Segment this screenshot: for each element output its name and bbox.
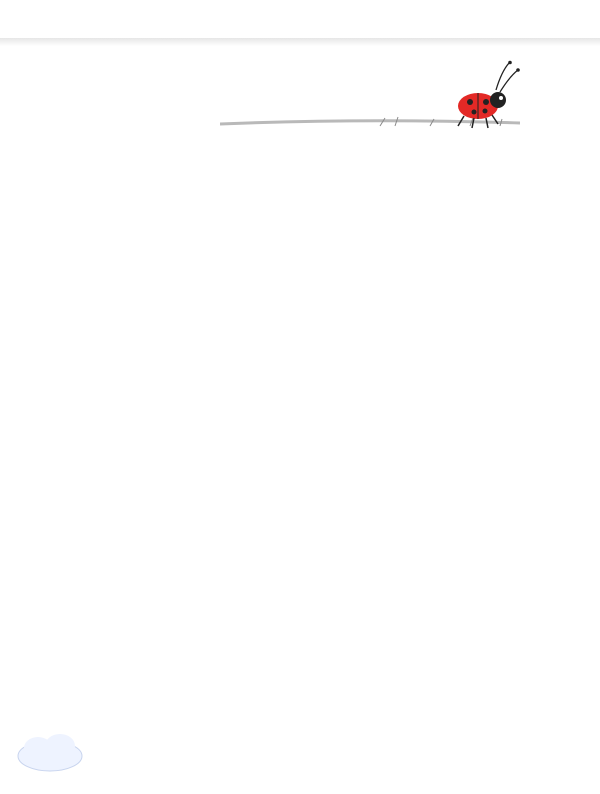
top-decorative-strip <box>0 0 600 38</box>
bottom-decorative-strip <box>0 716 600 794</box>
top-strip-shadow <box>0 38 600 46</box>
ladybug-icon <box>430 60 520 130</box>
cloud-icon <box>14 730 86 774</box>
